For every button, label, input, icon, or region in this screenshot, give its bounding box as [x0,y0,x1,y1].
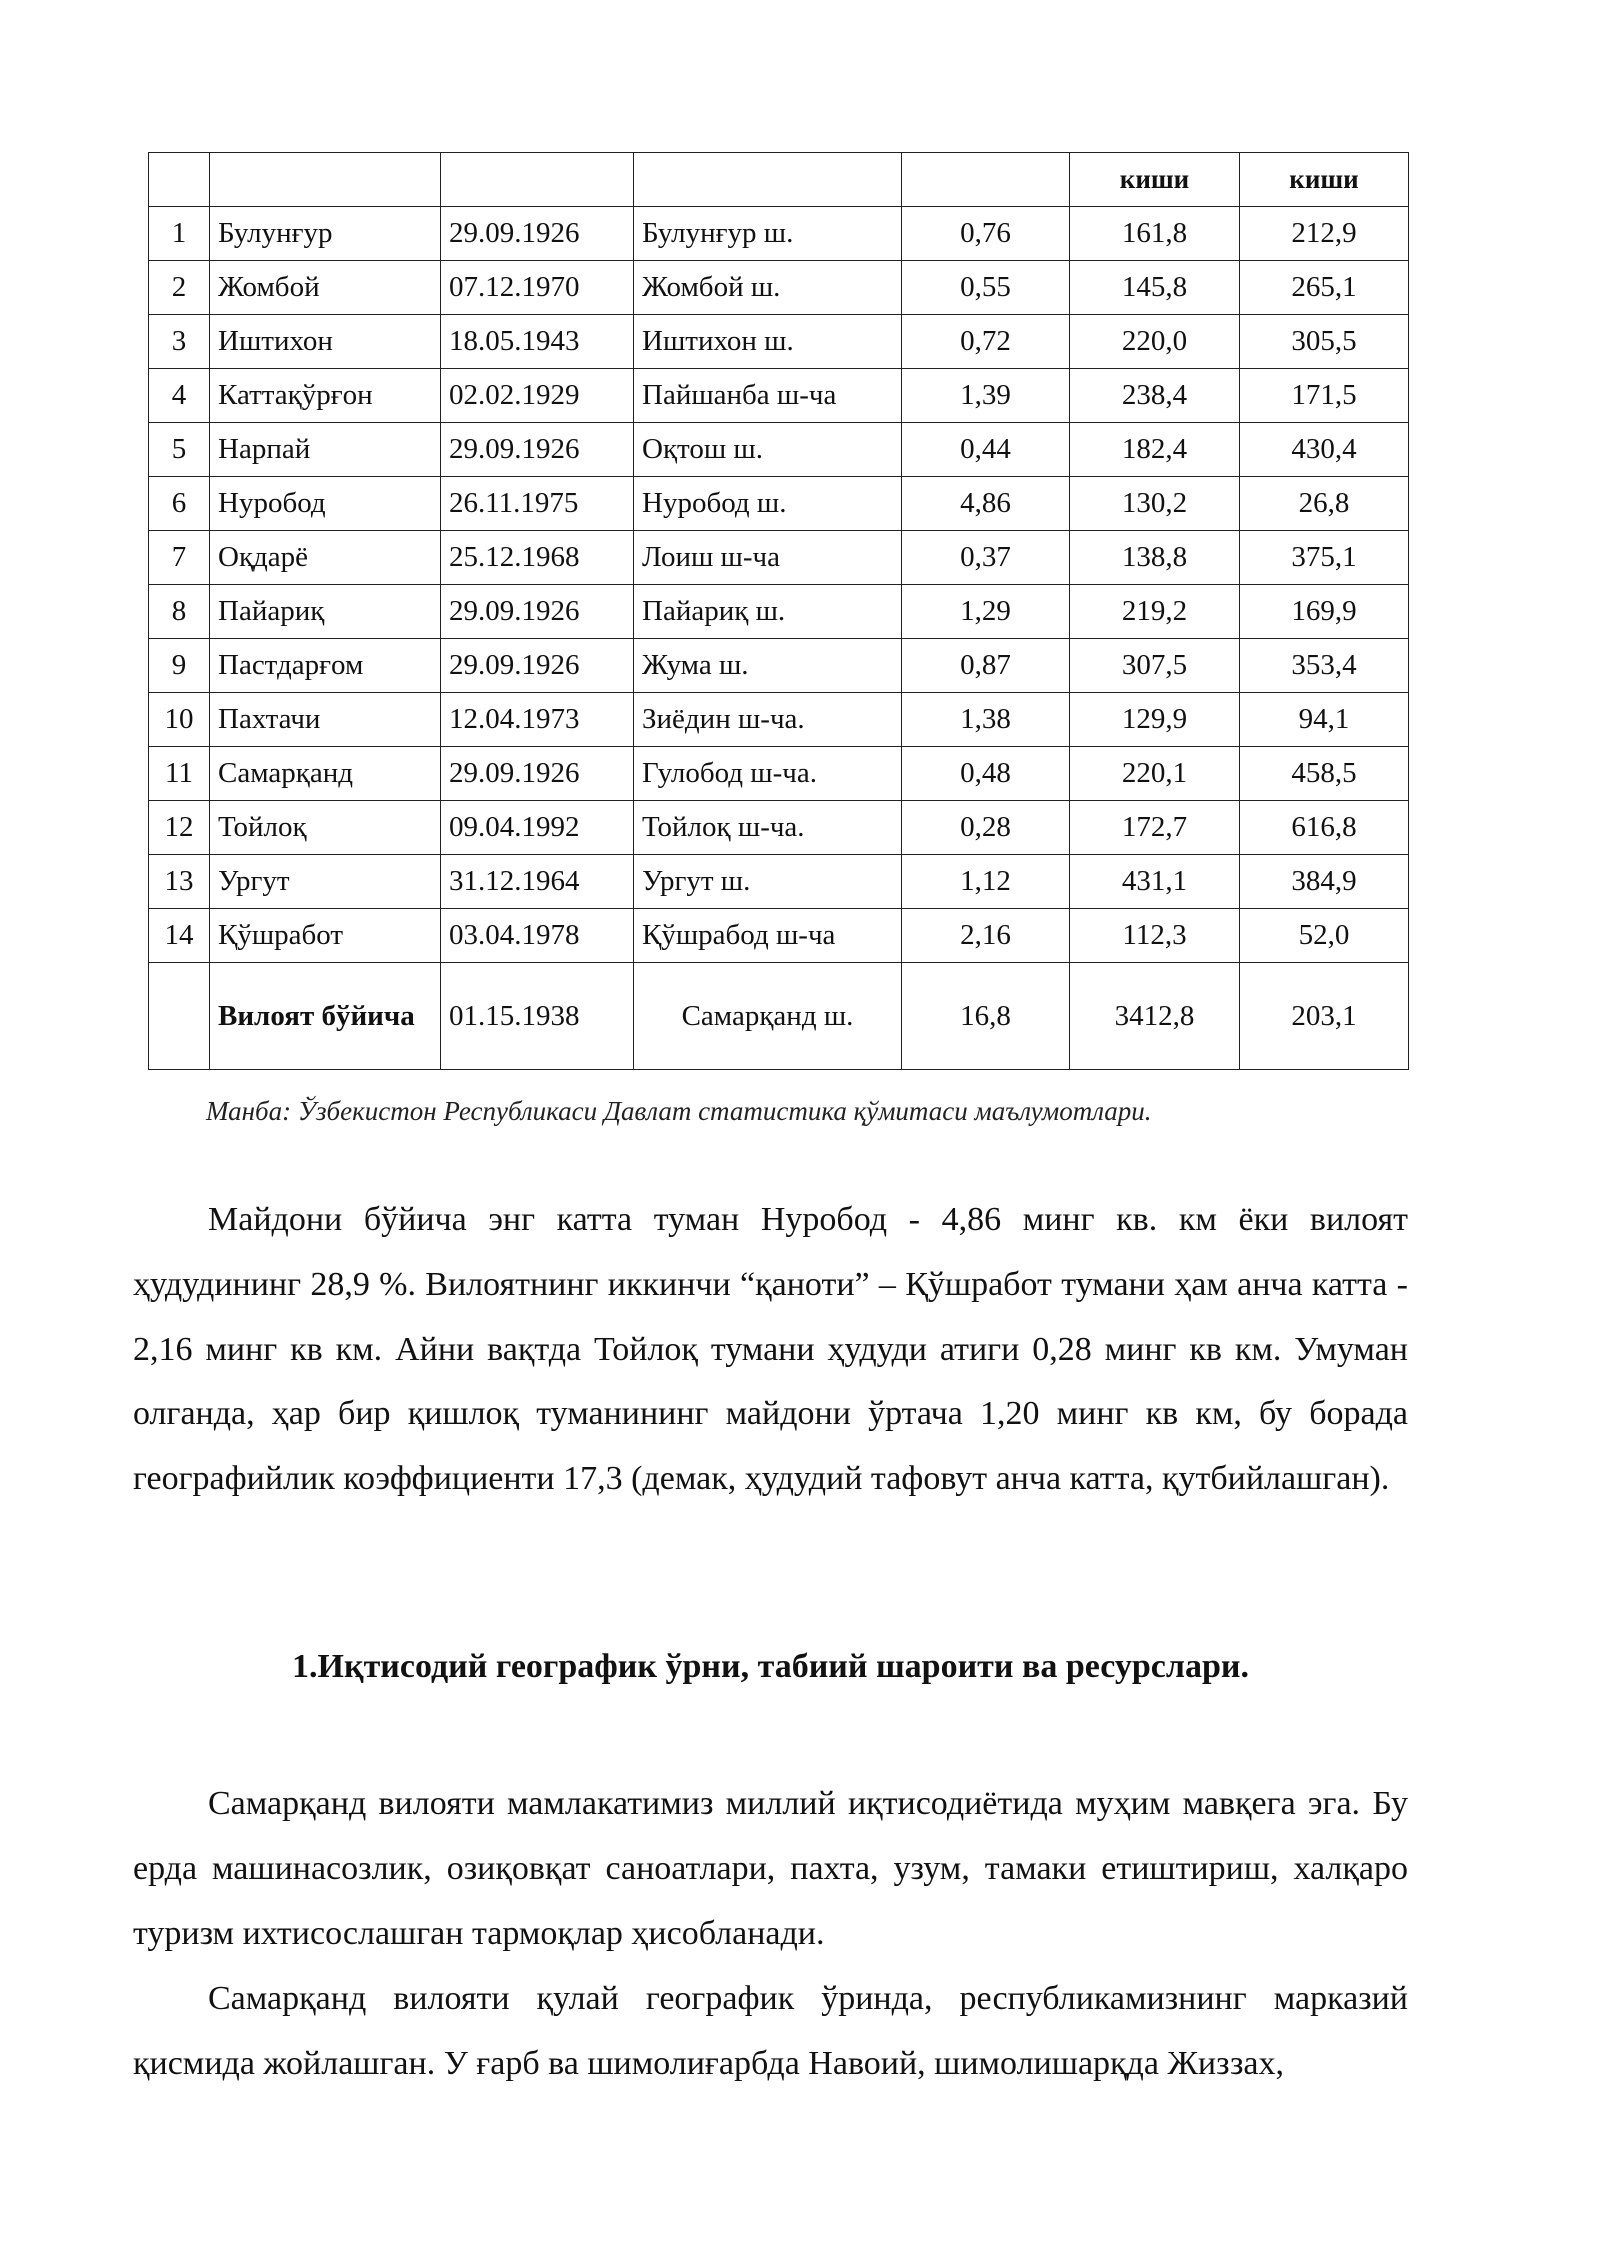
population-cell: 112,3 [1070,909,1240,963]
district-name-cell: Оқдарё [210,531,441,585]
center-cell: Оқтош ш. [634,423,902,477]
density-cell: 384,9 [1240,855,1409,909]
population-cell: 431,1 [1070,855,1240,909]
header-cell-density-unit: киши [1240,153,1409,207]
area-cell: 0,76 [902,207,1070,261]
area-cell: 0,28 [902,801,1070,855]
founded-date-cell: 29.09.1926 [441,585,634,639]
row-num-cell: 8 [149,585,210,639]
density-cell: 169,9 [1240,585,1409,639]
row-num-cell: 10 [149,693,210,747]
population-cell: 238,4 [1070,369,1240,423]
center-cell: Жомбой ш. [634,261,902,315]
table-row [149,369,1409,423]
table-row [149,639,1409,693]
district-name-cell: Тойлоқ [210,801,441,855]
header-cell [634,153,902,207]
header-cell [210,153,441,207]
population-cell: 182,4 [1070,423,1240,477]
row-num-cell: 5 [149,423,210,477]
center-cell: Лоиш ш-ча [634,531,902,585]
population-cell: 307,5 [1070,639,1240,693]
area-cell: 1,29 [902,585,1070,639]
center-cell: Жума ш. [634,639,902,693]
founded-date-cell: 07.12.1970 [441,261,634,315]
area-cell: 1,38 [902,693,1070,747]
population-cell: 129,9 [1070,693,1240,747]
area-cell: 0,37 [902,531,1070,585]
row-num-cell: 12 [149,801,210,855]
founded-date-cell: 18.05.1943 [441,315,634,369]
paragraph-area: Майдони бўйича энг катта туман Нуробод - 4,86 минг кв. км ёки вилоят ҳудудининг 28,9 %. Вилоятнинг иккинчи “қаноти” – Қўшработ тумани ҳам анча катта - 2,16 минг кв км. Айни вақтда Тойлоқ тумани ҳудуди атиги 0,28 минг кв км. Умуман олганда, ҳар бир қишлоқ туманининг майдони ўртача 1,20 минг кв км, бу борада географийлик коэффициенти 17,3 (демак, ҳудудий тафовут анча катта, қутбийлашган). [133,1201,1408,1498]
area-cell: 2,16 [902,909,1070,963]
founded-date-cell: 29.09.1926 [441,207,634,261]
population-cell: 161,8 [1070,207,1240,261]
density-cell: 458,5 [1240,747,1409,801]
center-cell: Нуробод ш. [634,477,902,531]
table-row [149,423,1409,477]
row-num-cell: 3 [149,315,210,369]
total-area-cell: 16,8 [902,963,1070,1070]
area-cell: 1,12 [902,855,1070,909]
row-num-cell: 4 [149,369,210,423]
founded-date-cell: 29.09.1926 [441,423,634,477]
area-cell: 0,44 [902,423,1070,477]
center-cell: Зиёдин ш-ча. [634,693,902,747]
founded-date-cell: 12.04.1973 [441,693,634,747]
table-row [149,261,1409,315]
table-row [149,909,1409,963]
table-source-note: Манба: Ўзбекистон Республикаси Давлат статистика қўмитаси маълумотлари. [206,1096,1152,1126]
district-name-cell: Самарқанд [210,747,441,801]
area-cell: 4,86 [902,477,1070,531]
density-cell: 353,4 [1240,639,1409,693]
population-cell: 172,7 [1070,801,1240,855]
founded-date-cell: 29.09.1926 [441,747,634,801]
total-population-cell: 3412,8 [1070,963,1240,1070]
paragraph-location: Самарқанд вилояти қулай географик ўринда, республикамизнинг марказий қисмида жойлашган. У ғарб ва шимолиғарбда Навоий, шимолишарқда Жиззах, [133,1980,1408,2082]
density-cell: 212,9 [1240,207,1409,261]
row-num-cell: 9 [149,639,210,693]
table-total-row [149,963,1409,1070]
total-density-cell: 203,1 [1240,963,1409,1070]
header-cell-population-unit: киши [1070,153,1240,207]
density-cell: 171,5 [1240,369,1409,423]
header-cell [902,153,1070,207]
founded-date-cell: 25.12.1968 [441,531,634,585]
table-row [149,801,1409,855]
population-cell: 220,1 [1070,747,1240,801]
district-name-cell: Ургут [210,855,441,909]
row-num-cell: 11 [149,747,210,801]
center-cell: Тойлоқ ш-ча. [634,801,902,855]
district-name-cell: Нарпай [210,423,441,477]
district-name-cell: Иштихон [210,315,441,369]
table-row [149,747,1409,801]
population-cell: 219,2 [1070,585,1240,639]
table-row [149,315,1409,369]
total-num-cell [149,963,210,1070]
density-cell: 305,5 [1240,315,1409,369]
center-cell: Пайариқ ш. [634,585,902,639]
center-cell: Гулобод ш-ча. [634,747,902,801]
area-cell: 0,87 [902,639,1070,693]
area-cell: 1,39 [902,369,1070,423]
center-cell: Қўшрабод ш-ча [634,909,902,963]
founded-date-cell: 03.04.1978 [441,909,634,963]
districts-table [148,152,1409,1070]
population-cell: 145,8 [1070,261,1240,315]
area-cell: 0,55 [902,261,1070,315]
population-cell: 138,8 [1070,531,1240,585]
center-cell: Ургут ш. [634,855,902,909]
section-heading: 1.Иқтисодий географик ўрни, табиий шароити ва ресурслари. [292,1648,1249,1685]
table-row [149,531,1409,585]
header-cell [441,153,634,207]
table-row [149,693,1409,747]
district-name-cell: Пастдарғом [210,639,441,693]
area-cell: 0,72 [902,315,1070,369]
density-cell: 616,8 [1240,801,1409,855]
density-cell: 94,1 [1240,693,1409,747]
center-cell: Булунғур ш. [634,207,902,261]
founded-date-cell: 09.04.1992 [441,801,634,855]
table-row [149,477,1409,531]
founded-date-cell: 31.12.1964 [441,855,634,909]
founded-date-cell: 02.02.1929 [441,369,634,423]
area-cell: 0,48 [902,747,1070,801]
district-name-cell: Жомбой [210,261,441,315]
row-num-cell: 6 [149,477,210,531]
row-num-cell: 2 [149,261,210,315]
center-cell: Пайшанба ш-ча [634,369,902,423]
row-num-cell: 7 [149,531,210,585]
total-center-cell: Самарқанд ш. [634,963,902,1070]
founded-date-cell: 29.09.1926 [441,639,634,693]
paragraph-economy: Самарқанд вилояти мамлакатимиз миллий иқтисодиётида муҳим мавқега эга. Бу ерда машинасозлик, озиқовқат саноатлари, пахта, узум, тамаки етиштириш, халқаро туризм ихтисослашган тармоқлар ҳисобланади. [133,1785,1408,1952]
district-name-cell: Пахтачи [210,693,441,747]
density-cell: 430,4 [1240,423,1409,477]
district-name-cell: Пайариқ [210,585,441,639]
table-row [149,585,1409,639]
total-label-cell: Вилоят бўйича [210,963,441,1070]
header-cell [149,153,210,207]
total-date-cell: 01.15.1938 [441,963,634,1070]
population-cell: 220,0 [1070,315,1240,369]
district-name-cell: Булунғур [210,207,441,261]
center-cell: Иштихон ш. [634,315,902,369]
row-num-cell: 1 [149,207,210,261]
district-name-cell: Каттақўрғон [210,369,441,423]
row-num-cell: 14 [149,909,210,963]
district-name-cell: Нуробод [210,477,441,531]
table-header-row [149,153,1409,207]
density-cell: 265,1 [1240,261,1409,315]
table-row [149,207,1409,261]
row-num-cell: 13 [149,855,210,909]
density-cell: 26,8 [1240,477,1409,531]
founded-date-cell: 26.11.1975 [441,477,634,531]
district-name-cell: Қўшработ [210,909,441,963]
table-row [149,855,1409,909]
density-cell: 375,1 [1240,531,1409,585]
density-cell: 52,0 [1240,909,1409,963]
population-cell: 130,2 [1070,477,1240,531]
